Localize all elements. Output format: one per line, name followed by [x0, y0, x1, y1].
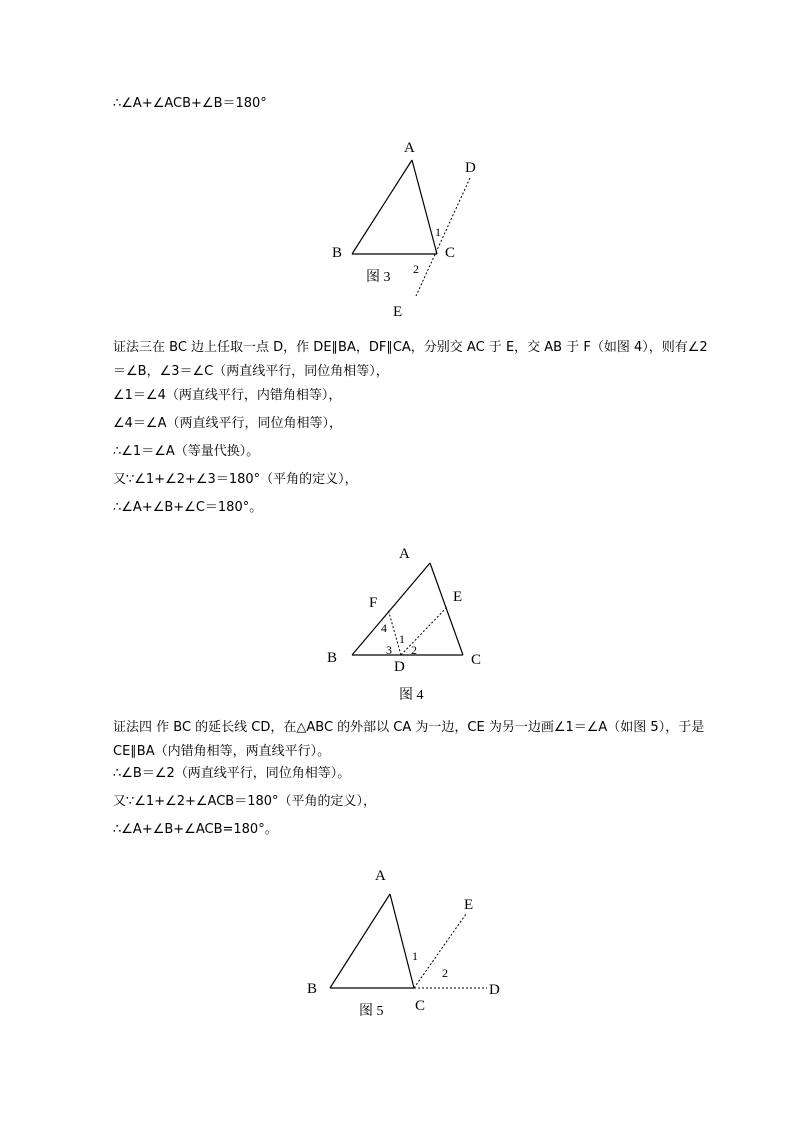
caption-fig5: 图 5	[359, 1004, 384, 1019]
conclusion-line-top: ∴∠A+∠ACB+∠B＝180°	[113, 96, 267, 111]
label-A-fig5: A	[375, 868, 386, 884]
label-B-fig5: B	[307, 981, 318, 997]
label-E-fig3: E	[393, 304, 403, 320]
angle-1-fig5: 1	[412, 949, 418, 963]
proof4-line3: ∴∠A+∠B+∠ACB=180°。	[113, 822, 278, 837]
label-E-fig5: E	[464, 897, 474, 913]
label-C-fig3: C	[445, 245, 456, 261]
label-A-fig4: A	[399, 546, 410, 562]
proof4-line1: ∴∠B＝∠2（两直线平行，同位角相等）。	[113, 766, 351, 781]
proof4-line2: 又∵∠1+∠2+∠ACB＝180°（平角的定义），	[113, 794, 377, 809]
proof3-line5: ∴∠A+∠B+∠C＝180°。	[113, 500, 263, 515]
angle-1-fig3: 1	[435, 225, 441, 239]
dotted-line-ce-fig5	[414, 914, 466, 988]
label-C-fig4: C	[471, 652, 482, 668]
label-F-fig4: F	[369, 595, 378, 611]
angle-1-fig4: 1	[399, 632, 405, 646]
label-D-fig3: D	[465, 160, 476, 176]
angle-2-fig5: 2	[442, 966, 448, 980]
label-A-fig3: A	[404, 140, 415, 156]
label-D-fig5: D	[489, 982, 500, 998]
label-B-fig4: B	[327, 650, 338, 666]
proof3-line3: ∴∠1＝∠A（等量代换）。	[113, 444, 260, 459]
label-B-fig3: B	[332, 245, 343, 261]
proof3-line1: ∠1＝∠4（两直线平行，内错角相等），	[113, 388, 342, 403]
angle-2-fig4: 2	[411, 643, 417, 657]
angle-4-fig4: 4	[381, 621, 387, 635]
proof3-line2: ∠4＝∠A（两直线平行，同位角相等），	[113, 416, 342, 431]
label-E-fig4: E	[453, 589, 463, 605]
proof4-para1: 证法四 作 BC 的延长线 CD，在△ABC 的外部以 CA 为一边，CE 为另一边画∠1＝∠A（如图 5），于是 CE∥BA（内错角相等，两直线平行）。	[113, 720, 705, 759]
angle-3-fig4: 3	[386, 643, 392, 657]
triangle-abc-fig5	[330, 894, 414, 988]
angle-2-fig3: 2	[413, 262, 419, 276]
proof3-para1: 证法三在 BC 边上任取一点 D，作 DE∥BA，DF∥CA，分别交 AC 于 E，交 AB 于 F（如图 4），则有∠2＝∠B，∠3＝∠C（两直线平行，同位角相等），	[113, 340, 708, 379]
label-D-fig4: D	[394, 659, 405, 675]
proof3-line4: 又∵∠1+∠2+∠3＝180°（平角的定义），	[113, 472, 358, 487]
caption-fig3: 图 3	[366, 270, 391, 285]
caption-fig4: 图 4	[399, 688, 424, 703]
label-C-fig5: C	[415, 998, 426, 1014]
